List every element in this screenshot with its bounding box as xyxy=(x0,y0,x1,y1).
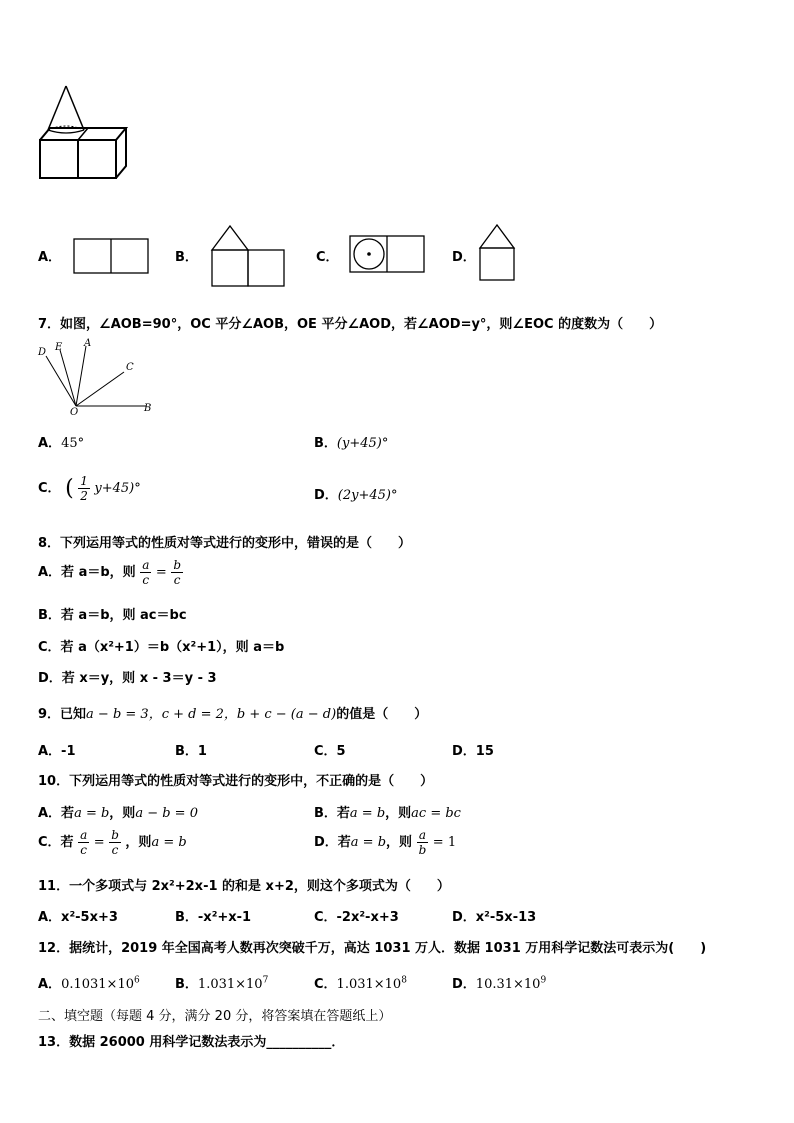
q6-option-d-label: D． xyxy=(452,250,476,265)
q6-option-a-label: A． xyxy=(38,250,62,265)
q8-option-a: A．若 a＝b，则 $\frac{a}{c}$ = $\frac{b}{c}$ xyxy=(38,558,182,587)
label-c: C xyxy=(126,362,134,373)
q13-stem: 13．数据 26000 用科学记数法表示为__________． xyxy=(38,1035,345,1050)
q12-stem: 12．据统计，2019 年全国高考人数再次突破千万，高达 1031 万人．数据 1031 万用科学记数法可表示为( ) xyxy=(38,941,707,956)
q9-option-a: A．-1 xyxy=(38,744,76,759)
q10-stem: 10．下列运用等式的性质对等式进行的变形中，不正确的是（ ） xyxy=(38,774,434,789)
q6-option-a-figure xyxy=(72,237,152,277)
q8-option-d: D．若 x＝y，则 x - 3＝y - 3 xyxy=(38,671,217,686)
q11-option-a: A．x²-5x+3 xyxy=(38,910,118,925)
q11-option-d: D．x²-5x-13 xyxy=(452,910,537,925)
q7-option-d: D．(2y+45)° xyxy=(314,488,398,503)
q7-option-b: B．(y+45)° xyxy=(314,436,389,451)
q11-option-b: B．-x²+x-1 xyxy=(175,910,252,925)
q7-angle-diagram xyxy=(36,336,156,418)
q8-stem: 8．下列运用等式的性质对等式进行的变形中，错误的是（ ） xyxy=(38,536,412,551)
q6-option-d-figure xyxy=(476,222,522,284)
q9-option-b: B．1 xyxy=(175,744,207,759)
q12-option-a: A．$0.1031\times 10^6$ xyxy=(38,975,140,992)
q10-option-a: A．若a = b，则a − b = 0 xyxy=(38,806,198,821)
q7-option-a: A．45° xyxy=(38,436,85,451)
q6-option-c-figure xyxy=(348,234,428,276)
q6-option-c-label: C． xyxy=(316,250,339,265)
solid-figure xyxy=(36,84,132,184)
q12-option-b: B．$1.031\times 10^7$ xyxy=(175,975,269,992)
label-b: B xyxy=(144,403,152,414)
q11-option-c: C．-2x²-x+3 xyxy=(314,910,399,925)
q11-stem: 11．一个多项式与 2x²+2x-1 的和是 x+2，则这个多项式为（ ） xyxy=(38,879,450,894)
q9-stem: 9．已知a − b = 3，c + d = 2，b + c − (a − d)的值是（ ） xyxy=(38,707,428,722)
q12-option-d: D．$10.31\times 10^9$ xyxy=(452,975,547,992)
label-e: E xyxy=(55,342,63,353)
q6-option-b-label: B． xyxy=(175,250,198,265)
q8-option-c: C．若 a（x²+1）＝b（x²+1），则 a＝b xyxy=(38,640,285,655)
q10-option-d: D．若a = b，则 $\frac{a}{b}$ = 1 xyxy=(314,828,457,857)
label-o: O xyxy=(70,407,79,418)
q8-option-b: B．若 a＝b，则 ac＝bc xyxy=(38,608,187,623)
q9-option-c: C．5 xyxy=(314,744,346,759)
q10-option-c: C．若 $\frac{a}{c}$ = $\frac{b}{c}$ ，则a = b xyxy=(38,828,187,857)
label-a: A xyxy=(84,338,92,349)
label-d: D xyxy=(38,347,47,358)
q7-option-c: C． ( $\frac{1}{2}$ y+45)° xyxy=(38,474,141,503)
q6-option-b-figure xyxy=(208,222,290,290)
q12-option-c: C．$1.031\times 10^8$ xyxy=(314,975,407,992)
section-two-heading: 二、填空题（每题 4 分，满分 20 分，将答案填在答题纸上） xyxy=(38,1009,392,1024)
q9-option-d: D．15 xyxy=(452,744,494,759)
q10-option-b: B．若a = b，则ac = bc xyxy=(314,806,461,821)
q7-stem: 7．如图，∠AOB=90°，OC 平分∠AOB，OE 平分∠AOD，若∠AOD=y°，则∠EOC 的度数为（ ） xyxy=(38,317,663,332)
